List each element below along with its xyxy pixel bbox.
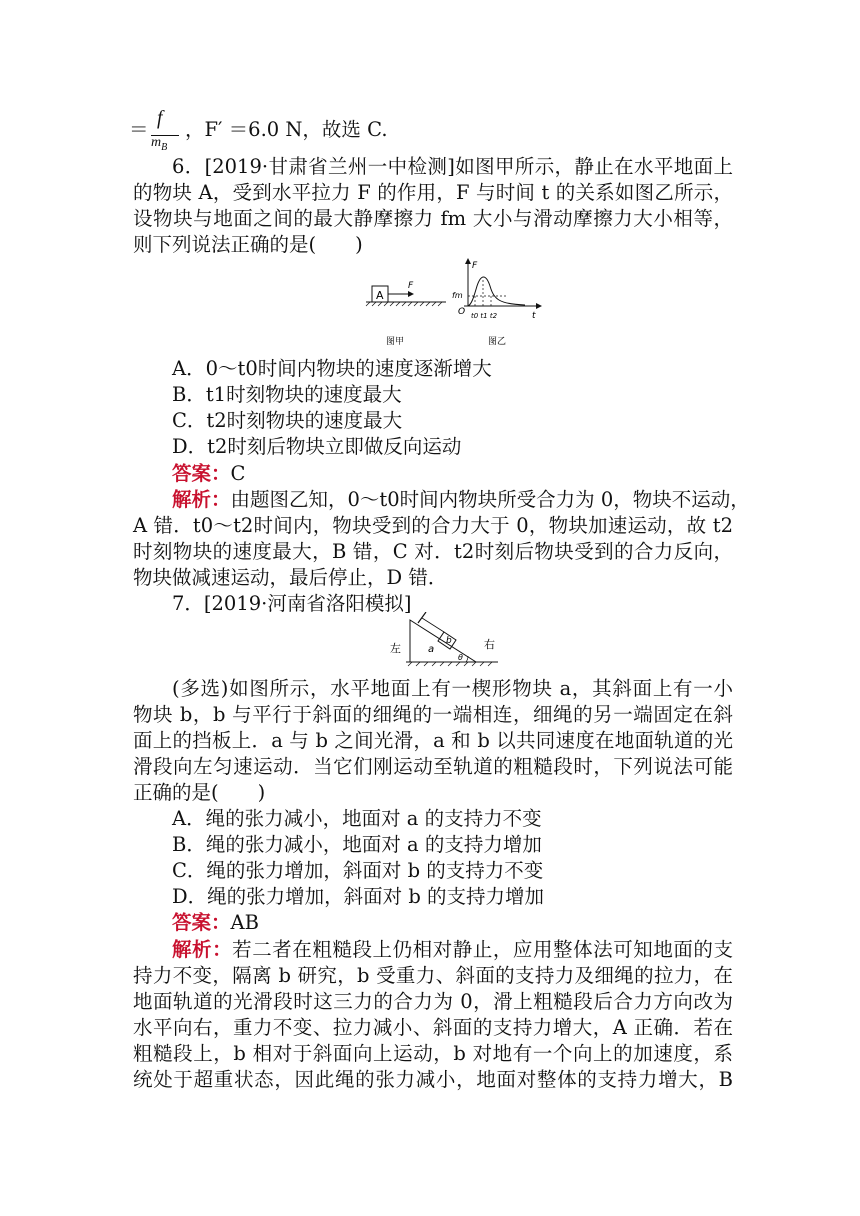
axis-y-label: F	[472, 261, 478, 271]
analysis-label: 解析：	[172, 488, 231, 511]
q7-analysis-line-2: 持力不变，隔离 b 研究，b 受重力、斜面的支持力及细绳的拉力，在	[133, 964, 733, 987]
q7-analysis-line-3: 地面轨道的光滑段时这三力的合力为 0，滑上粗糙段后合力方向改为	[133, 990, 733, 1013]
q7-answer	[172, 910, 772, 936]
q7-option-b: B．绳的张力减小，地面对 a 的支持力增加	[172, 833, 542, 856]
q7-stem-line-4: 滑段向左匀速运动．当它们刚运动至轨道的粗糙段时，下列说法可能	[133, 755, 733, 778]
q6-answer	[172, 461, 772, 487]
q6-stem-line-4: 则下列说法正确的是( )	[133, 233, 363, 256]
force-label: F	[408, 281, 414, 291]
block-a-label: A	[376, 289, 384, 302]
q7-stem-line-5: 正确的是( )	[133, 781, 266, 804]
q7-analysis-line-5: 粗糙段上，b 相对于斜面向上运动，b 对地有一个向上的加速度，系	[133, 1042, 733, 1065]
answer-value: C	[230, 462, 246, 485]
q6-option-a: A．0～t0时间内物块的速度逐渐增大	[172, 357, 492, 380]
q6-analysis-line-1: 解析：由题图乙知，0～t0时间内物块所受合力为 0，物块不运动，	[172, 488, 750, 511]
q6-analysis-line-4: 物块做减速运动，最后停止，D 错．	[133, 566, 448, 589]
q7-option-d: D．绳的张力增加，斜面对 b 的支持力增加	[172, 885, 545, 908]
block-b-label: b	[446, 636, 452, 646]
q7-option-a: A．绳的张力减小，地面对 a 的支持力不变	[172, 807, 542, 830]
equals-sign: ＝	[129, 118, 149, 141]
axis-x-label: t	[532, 311, 536, 321]
fraction-numerator: f	[157, 108, 163, 129]
t-tick-labels: t0 t1 t2	[471, 312, 498, 320]
q7-analysis-line-6: 统处于超重状态，因此绳的张力减小，地面对整体的支持力增大，B	[133, 1068, 733, 1091]
wedge-a	[410, 620, 476, 662]
q6-option-c: C．t2时刻物块的速度最大	[172, 409, 403, 432]
caption-left: 图甲	[386, 337, 405, 347]
origin-label: O	[458, 307, 466, 317]
analysis-label: 解析：	[172, 938, 233, 961]
fm-label: fm	[452, 291, 463, 300]
q6-stem-line-2: 的物块 A，受到水平拉力 F 的作用，F 与时间 t 的关系如图乙所示，	[133, 181, 733, 204]
q6-option-d: D．t2时刻后物块立即做反向运动	[172, 435, 462, 458]
left-label: 左	[390, 642, 401, 655]
q6-stem-line-3: 设物块与地面之间的最大静摩擦力 fm 大小与滑动摩擦力大小相等，	[133, 207, 733, 230]
wedge-a-label: a	[428, 644, 435, 655]
q6-stem-line-1: 6．[2019·甘肃省兰州一中检测]如图甲所示，静止在水平地面上	[172, 155, 733, 178]
q7-stem-line-2: 物块 b，b 与平行于斜面的细绳的一端相连，细绳的另一端固定在斜	[133, 703, 733, 726]
q6-option-b: B．t1时刻物块的速度最大	[172, 383, 402, 406]
caption-right: 图乙	[488, 337, 507, 347]
q6-analysis-line-3: 时刻物块的速度最大，B 错，C 对．t2时刻后物块受到的合力反向，	[133, 540, 733, 563]
q6-figure	[360, 256, 550, 348]
q7-title: 7．[2019·河南省洛阳模拟]	[172, 592, 412, 615]
equation-rest: ，F′ ＝6.0 N，故选 C.	[185, 118, 388, 141]
answer-label: 答案：	[172, 911, 231, 934]
fraction-denominator: $m_B$	[151, 135, 168, 153]
q7-stem-line-3: 面上的挡板上．a 与 b 之间光滑，a 和 b 以共同速度在地面轨道的光	[133, 729, 733, 752]
q7-figure	[386, 612, 506, 670]
q7-option-c: C．绳的张力增加，斜面对 b 的支持力不变	[172, 859, 544, 882]
q6-analysis-line-2: A 错．t0～t2时间内，物块受到的合力大于 0，物块加速运动，故 t2	[133, 514, 733, 537]
answer-label: 答案：	[172, 462, 231, 485]
q7-analysis-line-1: 解析：若二者在粗糙段上仍相对静止，应用整体法可知地面的支	[172, 938, 733, 961]
q7-analysis-line-4: 水平向右，重力不变、拉力减小、斜面的支持力增大，A 正确．若在	[133, 1016, 733, 1039]
answer-value: AB	[230, 911, 259, 934]
theta-label: θ	[458, 653, 463, 662]
right-label: 右	[484, 638, 495, 651]
q7-stem-line-1: (多选)如图所示，水平地面上有一楔形物块 a，其斜面上有一小	[172, 677, 733, 700]
